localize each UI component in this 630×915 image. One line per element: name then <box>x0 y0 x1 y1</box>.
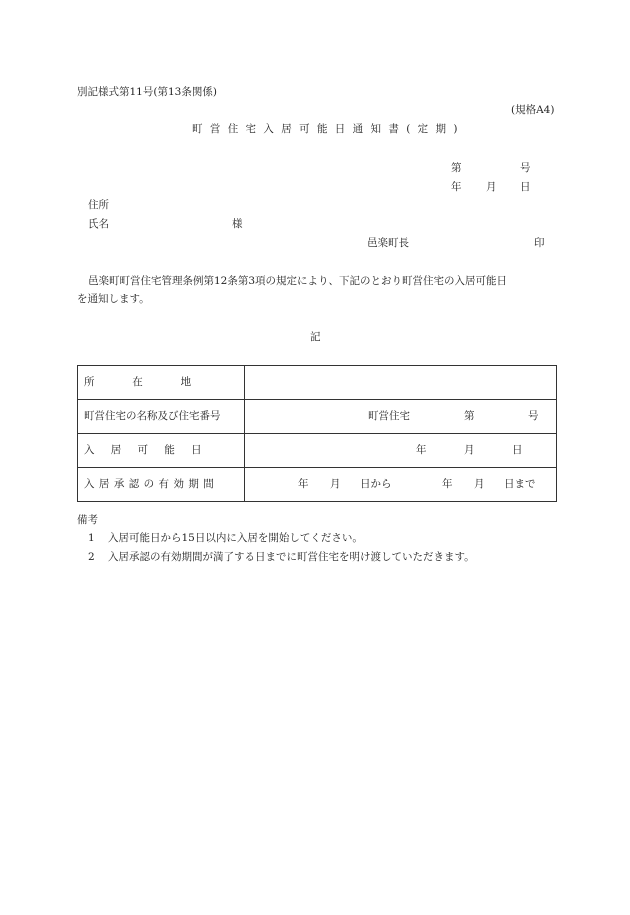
validity-year1: 年 <box>298 478 309 490</box>
table-row-house <box>78 400 557 434</box>
note-text: 入居承認の有効期間が満了する日までに町営住宅を明け渡していただきます。 <box>108 551 475 563</box>
address-label: 住所 <box>88 199 109 211</box>
house-go-text: 号 <box>528 410 539 422</box>
note-number: 1 <box>88 532 95 544</box>
table-row-validity <box>78 468 557 502</box>
issuer: 邑楽町長 <box>367 237 409 249</box>
available-date-label: 入居可能日 <box>84 444 218 457</box>
date-day: 日 <box>520 181 531 193</box>
house-name-text: 町営住宅 <box>368 410 410 422</box>
name-label: 氏名 <box>88 218 109 230</box>
available-date-value[interactable] <box>245 434 557 468</box>
date-month: 月 <box>486 181 497 193</box>
notes-title: 備考 <box>77 514 98 526</box>
note-number: 2 <box>88 551 95 563</box>
page-title: 町営住宅入居可能日通知書(定期) <box>192 123 465 135</box>
table-row-location <box>78 366 557 400</box>
house-value[interactable] <box>245 400 557 434</box>
ki-heading: 記 <box>310 331 321 343</box>
form-id: 別記様式第11号(第13条関係) <box>77 86 217 98</box>
validity-year2: 年 <box>442 478 453 490</box>
validity-label: 入居承認の有効期間 <box>84 478 219 491</box>
validity-from: 日から <box>360 478 392 490</box>
date-year: 年 <box>451 181 462 193</box>
number-go: 号 <box>520 162 531 174</box>
body-text-line2: を通知します。 <box>77 293 150 305</box>
available-day: 日 <box>512 444 523 456</box>
house-label: 町営住宅の名称及び住宅番号 <box>84 410 221 423</box>
validity-to: 日まで <box>504 478 536 490</box>
available-year: 年 <box>416 444 427 456</box>
number-dai: 第 <box>451 162 462 174</box>
note-text: 入居可能日から15日以内に入居を開始してください。 <box>108 532 363 544</box>
honorific: 様 <box>232 218 243 230</box>
validity-value[interactable] <box>245 468 557 502</box>
validity-month1: 月 <box>330 478 341 490</box>
location-label <box>78 377 244 388</box>
paper-size: (規格A4) <box>511 104 555 116</box>
location-value[interactable] <box>245 366 557 400</box>
validity-month2: 月 <box>474 478 485 490</box>
info-table <box>77 365 557 502</box>
available-month: 月 <box>464 444 475 456</box>
table-row-available-date <box>78 434 557 468</box>
seal-mark: 印 <box>534 237 545 249</box>
house-dai-text: 第 <box>464 410 475 422</box>
location-label-text: 所在地 <box>84 376 229 389</box>
body-text-line1: 邑楽町町営住宅管理条例第12条第3項の規定により、下記のとおり町営住宅の入居可能日 <box>88 275 508 287</box>
